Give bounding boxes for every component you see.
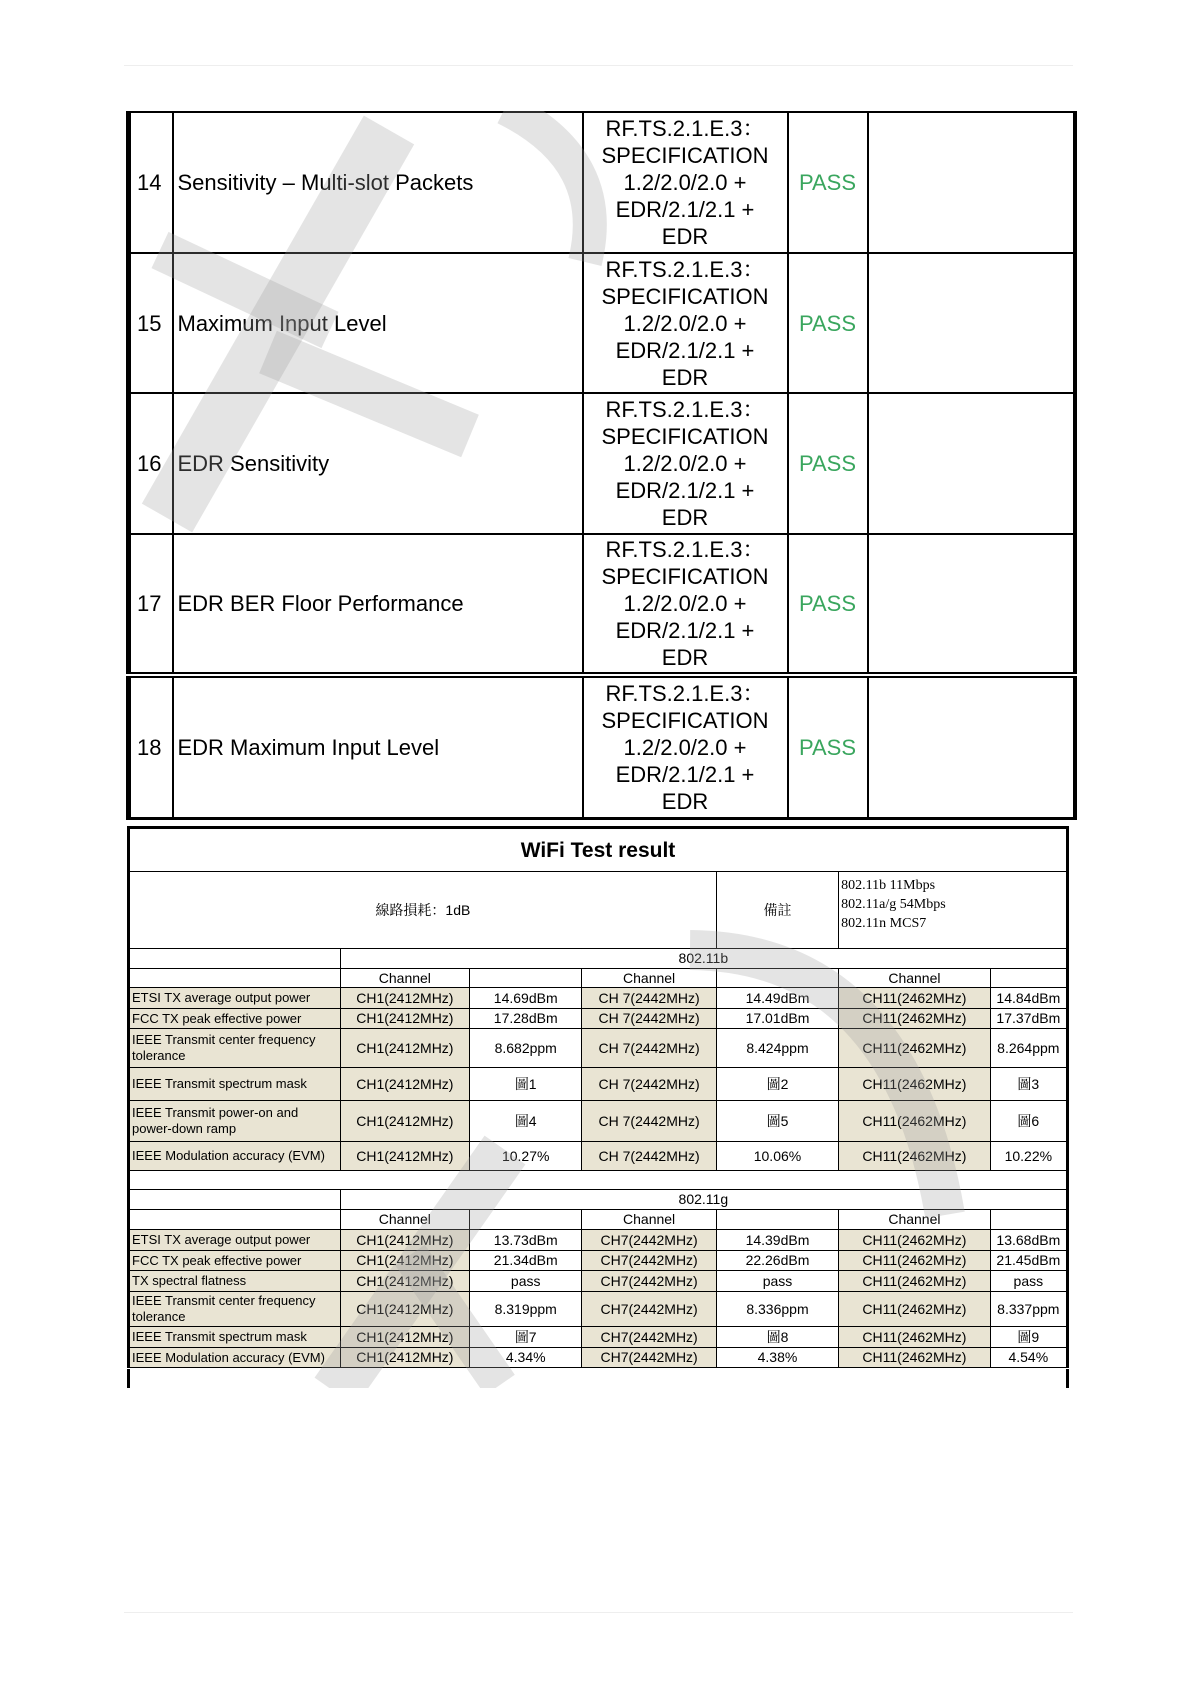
spec-line: SPECIFICATION — [601, 707, 769, 733]
blank-cell — [129, 949, 341, 969]
test-item: Sensitivity – Multi-slot Packets — [173, 112, 583, 253]
test-number: 14 — [129, 112, 173, 253]
spec-line: EDR — [661, 364, 709, 390]
channel-cell: CH1(2412MHz) — [340, 1029, 469, 1068]
mode-label: 802.11g — [340, 1190, 1067, 1210]
test-item: EDR Maximum Input Level — [173, 675, 583, 818]
bt-test-row — [129, 675, 1075, 818]
channel-cell: CH1(2412MHz) — [340, 1271, 469, 1292]
value-cell: 13.68dBm — [990, 1230, 1067, 1251]
value-cell: 8.682ppm — [470, 1029, 582, 1068]
blank-cell — [470, 969, 582, 988]
test-spec — [583, 675, 788, 818]
value-cell: 21.34dBm — [470, 1251, 582, 1271]
bt-test-table — [126, 111, 1077, 820]
channel-cell: CH1(2412MHz) — [340, 1068, 469, 1101]
wifi-row — [129, 1142, 1068, 1171]
page-bottom-rule — [124, 1612, 1073, 1613]
value-cell: 8.336ppm — [716, 1292, 838, 1327]
blank-cell — [129, 969, 341, 988]
test-label: FCC TX peak effective power — [129, 1009, 341, 1029]
bt-test-row — [129, 393, 1075, 534]
spec-line: RF.TS.2.1.E.3： — [605, 116, 765, 141]
test-number: 17 — [129, 534, 173, 675]
spec-line: EDR/2.1/2.1 + — [615, 197, 755, 222]
channel-cell: CH11(2462MHz) — [839, 1271, 990, 1292]
wifi-row — [129, 1068, 1068, 1101]
value-cell: 21.45dBm — [990, 1251, 1067, 1271]
channel-cell: CH1(2412MHz) — [340, 1101, 469, 1142]
test-note — [868, 534, 1075, 675]
value-cell: 10.27% — [470, 1142, 582, 1171]
channel-cell: CH11(2462MHz) — [839, 1101, 990, 1142]
channel-header: Channel — [340, 1210, 469, 1230]
cable-loss-label: 線路損耗：1dB — [129, 872, 717, 949]
channel-header: Channel — [582, 969, 716, 988]
value-cell: 17.37dBm — [990, 1009, 1067, 1029]
test-label: FCC TX peak effective power — [129, 1251, 341, 1271]
test-number: 16 — [129, 393, 173, 534]
wifi-table-continuation — [127, 1369, 1069, 1388]
channel-cell: CH1(2412MHz) — [340, 1009, 469, 1029]
value-cell: 10.22% — [990, 1142, 1067, 1171]
channel-cell: CH7(2442MHz) — [582, 1348, 716, 1368]
test-result: PASS — [788, 675, 868, 818]
spec-line: RF.TS.2.1.E.3： — [605, 537, 765, 562]
spec-line: 1.2/2.0/2.0 + — [623, 310, 747, 336]
test-spec — [583, 112, 788, 253]
spacer-row — [129, 1171, 1068, 1190]
spec-line: EDR — [661, 505, 709, 530]
test-item: EDR BER Floor Performance — [173, 534, 583, 675]
channel-cell: CH11(2462MHz) — [839, 1292, 990, 1327]
channel-cell: CH11(2462MHz) — [839, 1251, 990, 1271]
value-cell: pass — [470, 1271, 582, 1292]
value-cell: 14.69dBm — [470, 988, 582, 1009]
remark-line: 802.11n MCS7 — [841, 916, 927, 931]
blank-cell — [990, 969, 1067, 988]
value-cell: 14.84dBm — [990, 988, 1067, 1009]
test-note — [868, 253, 1075, 393]
value-cell: 8.424ppm — [716, 1029, 838, 1068]
channel-cell: CH11(2462MHz) — [839, 1029, 990, 1068]
test-note — [868, 675, 1075, 818]
test-item: EDR Sensitivity — [173, 393, 583, 534]
test-label: IEEE Transmit power-on and power-down ramp — [129, 1101, 341, 1142]
spec-line: EDR — [661, 224, 709, 249]
wifi-title: WiFi Test result — [129, 828, 1068, 872]
spec-line: SPECIFICATION — [601, 143, 769, 168]
channel-cell: CH11(2462MHz) — [839, 1009, 990, 1029]
mode-label: 802.11b — [340, 949, 1067, 969]
channel-header: Channel — [582, 1210, 716, 1230]
test-result: PASS — [788, 112, 868, 253]
bt-test-row — [129, 253, 1075, 393]
channel-cell: CH1(2412MHz) — [340, 1230, 469, 1251]
remarks-list — [839, 872, 1068, 949]
spec-line: EDR/2.1/2.1 + — [615, 337, 755, 363]
channel-cell: CH11(2462MHz) — [839, 1068, 990, 1101]
channel-cell: CH11(2462MHz) — [839, 1348, 990, 1368]
remark-line: 802.11b 11Mbps — [841, 878, 936, 893]
value-cell: 17.28dBm — [470, 1009, 582, 1029]
spec-line: EDR/2.1/2.1 + — [615, 761, 755, 787]
wifi-row — [129, 1009, 1068, 1029]
value-cell: pass — [716, 1271, 838, 1292]
value-cell: 8.264ppm — [990, 1029, 1067, 1068]
channel-cell: CH11(2462MHz) — [839, 1142, 990, 1171]
blank-cell — [470, 1210, 582, 1230]
figure-ref: 圖6 — [990, 1101, 1067, 1142]
mode-header-row — [129, 949, 1068, 969]
spec-line: 1.2/2.0/2.0 + — [623, 591, 747, 616]
wifi-row — [129, 1348, 1068, 1368]
channel-header-row — [129, 1210, 1068, 1230]
wifi-row — [129, 988, 1068, 1009]
channel-cell: CH1(2412MHz) — [340, 988, 469, 1009]
wifi-row — [129, 1327, 1068, 1348]
test-note — [868, 393, 1075, 534]
test-spec — [583, 393, 788, 534]
wifi-info-row — [129, 872, 1068, 949]
value-cell: 22.26dBm — [716, 1251, 838, 1271]
bt-test-row — [129, 534, 1075, 675]
figure-ref: 圖1 — [470, 1068, 582, 1101]
page-top-rule — [124, 65, 1073, 66]
wifi-row — [129, 1271, 1068, 1292]
test-result: PASS — [788, 253, 868, 393]
test-number: 18 — [129, 675, 173, 818]
blank-cell — [129, 1171, 1068, 1190]
remark-line: 802.11a/g 54Mbps — [841, 897, 946, 912]
value-cell: 14.39dBm — [716, 1230, 838, 1251]
test-label: IEEE Transmit spectrum mask — [129, 1327, 341, 1348]
spec-line: SPECIFICATION — [601, 283, 769, 309]
blank-cell — [716, 1210, 838, 1230]
value-cell: 8.319ppm — [470, 1292, 582, 1327]
wifi-row — [129, 1101, 1068, 1142]
test-label: ETSI TX average output power — [129, 988, 341, 1009]
spec-line: 1.2/2.0/2.0 + — [623, 170, 747, 195]
channel-cell: CH7(2442MHz) — [582, 1251, 716, 1271]
test-number: 15 — [129, 253, 173, 393]
channel-cell: CH1(2412MHz) — [340, 1142, 469, 1171]
wifi-row — [129, 1029, 1068, 1068]
bt-test-row — [129, 112, 1075, 253]
channel-header: Channel — [340, 969, 469, 988]
channel-cell: CH 7(2442MHz) — [582, 988, 716, 1009]
value-cell: 14.49dBm — [716, 988, 838, 1009]
figure-ref: 圖9 — [990, 1327, 1067, 1348]
spec-line: RF.TS.2.1.E.3： — [605, 397, 765, 422]
spec-line: EDR/2.1/2.1 + — [615, 618, 755, 643]
value-cell: 4.38% — [716, 1348, 838, 1368]
channel-cell: CH1(2412MHz) — [340, 1327, 469, 1348]
wifi-result-table — [127, 826, 1069, 1368]
value-cell: 13.73dBm — [470, 1230, 582, 1251]
value-cell: pass — [990, 1271, 1067, 1292]
test-result: PASS — [788, 534, 868, 675]
value-cell: 4.34% — [470, 1348, 582, 1368]
figure-ref: 圖8 — [716, 1327, 838, 1348]
value-cell: 4.54% — [990, 1348, 1067, 1368]
wifi-title-row — [129, 828, 1068, 872]
value-cell: 10.06% — [716, 1142, 838, 1171]
channel-cell: CH 7(2442MHz) — [582, 1068, 716, 1101]
channel-cell: CH11(2462MHz) — [839, 988, 990, 1009]
channel-cell: CH1(2412MHz) — [340, 1251, 469, 1271]
figure-ref: 圖4 — [470, 1101, 582, 1142]
wifi-row — [129, 1251, 1068, 1271]
spec-line: SPECIFICATION — [601, 564, 769, 589]
channel-cell: CH11(2462MHz) — [839, 1327, 990, 1348]
channel-cell: CH1(2412MHz) — [340, 1348, 469, 1368]
test-label: IEEE Transmit spectrum mask — [129, 1068, 341, 1101]
test-label: IEEE Transmit center frequency tolerance — [129, 1292, 341, 1327]
channel-header: Channel — [839, 1210, 990, 1230]
test-label: IEEE Modulation accuracy (EVM) — [129, 1348, 341, 1368]
test-label: TX spectral flatness — [129, 1271, 341, 1292]
spec-line: EDR/2.1/2.1 + — [615, 478, 755, 503]
channel-cell: CH 7(2442MHz) — [582, 1101, 716, 1142]
remarks-label: 備註 — [716, 872, 838, 949]
figure-ref: 圖2 — [716, 1068, 838, 1101]
channel-header: Channel — [839, 969, 990, 988]
value-cell: 17.01dBm — [716, 1009, 838, 1029]
spec-line: EDR — [661, 788, 709, 814]
test-label: IEEE Transmit center frequency tolerance — [129, 1029, 341, 1068]
figure-ref: 圖5 — [716, 1101, 838, 1142]
blank-cell — [716, 969, 838, 988]
channel-cell: CH 7(2442MHz) — [582, 1029, 716, 1068]
blank-cell — [129, 1190, 341, 1210]
value-cell: 8.337ppm — [990, 1292, 1067, 1327]
spec-line: 1.2/2.0/2.0 + — [623, 734, 747, 760]
channel-cell: CH7(2442MHz) — [582, 1327, 716, 1348]
test-label: IEEE Modulation accuracy (EVM) — [129, 1142, 341, 1171]
spec-line: RF.TS.2.1.E.3： — [605, 256, 765, 282]
channel-cell: CH11(2462MHz) — [839, 1230, 990, 1251]
test-item: Maximum Input Level — [173, 253, 583, 393]
figure-ref: 圖3 — [990, 1068, 1067, 1101]
spec-line: 1.2/2.0/2.0 + — [623, 451, 747, 476]
wifi-row — [129, 1230, 1068, 1251]
spec-line: RF.TS.2.1.E.3： — [605, 680, 765, 706]
channel-cell: CH7(2442MHz) — [582, 1271, 716, 1292]
blank-cell — [990, 1210, 1067, 1230]
mode-header-row — [129, 1190, 1068, 1210]
spec-line: SPECIFICATION — [601, 424, 769, 449]
test-note — [868, 112, 1075, 253]
test-spec — [583, 534, 788, 675]
channel-cell: CH1(2412MHz) — [340, 1292, 469, 1327]
blank-cell — [129, 1210, 341, 1230]
test-result: PASS — [788, 393, 868, 534]
channel-cell: CH7(2442MHz) — [582, 1230, 716, 1251]
spec-line: EDR — [661, 645, 709, 670]
channel-cell: CH7(2442MHz) — [582, 1292, 716, 1327]
channel-header-row — [129, 969, 1068, 988]
test-label: ETSI TX average output power — [129, 1230, 341, 1251]
channel-cell: CH 7(2442MHz) — [582, 1009, 716, 1029]
test-spec — [583, 253, 788, 393]
channel-cell: CH 7(2442MHz) — [582, 1142, 716, 1171]
wifi-row — [129, 1292, 1068, 1327]
figure-ref: 圖7 — [470, 1327, 582, 1348]
